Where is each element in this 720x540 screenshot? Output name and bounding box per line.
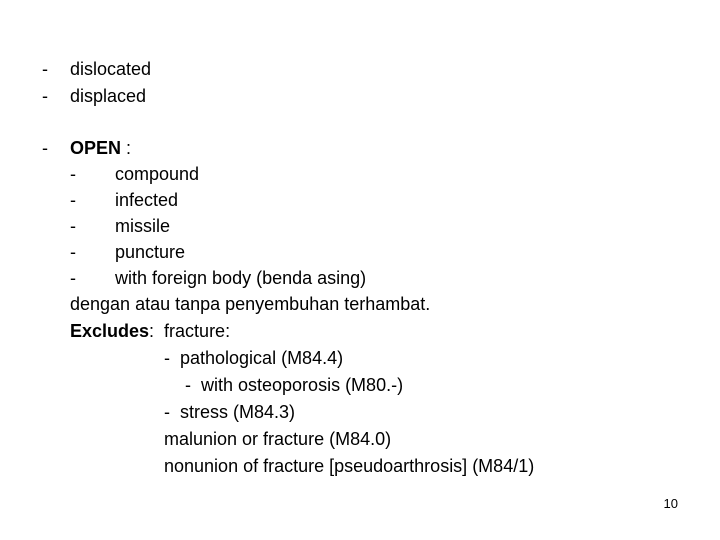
- sub-item-foreign-body: with foreign body (benda asing): [115, 268, 367, 288]
- sub-bullet: -: [70, 216, 76, 236]
- excludes-suffix: : fracture:: [149, 321, 231, 341]
- exclude-item-stress: - stress (M84.3): [164, 402, 296, 422]
- open-bullet: -: [42, 138, 48, 158]
- sub-bullet: -: [70, 190, 76, 210]
- list-bullet: -: [42, 59, 48, 79]
- page-number: 10: [663, 496, 678, 511]
- exclude-item-nonunion: nonunion of fracture [pseudoarthrosis] (M84/1): [164, 456, 535, 476]
- open-heading-line: [70, 135, 131, 161]
- exclude-item-malunion: malunion or fracture (M84.0): [164, 429, 392, 449]
- list-item-dislocated: dislocated: [70, 59, 152, 79]
- sub-bullet: -: [70, 164, 76, 184]
- excludes-line: [70, 318, 230, 344]
- sub-bullet: -: [70, 242, 76, 262]
- sub-item-infected: infected: [115, 190, 179, 210]
- sub-bullet: -: [70, 268, 76, 288]
- open-heading: OPEN: [70, 138, 122, 158]
- list-bullet: -: [42, 86, 48, 106]
- sub-item-missile: missile: [115, 216, 171, 236]
- exclude-item-osteoporosis: - with osteoporosis (M80.-): [185, 375, 404, 395]
- open-heading-suffix: :: [121, 138, 132, 158]
- excludes-label: Excludes: [70, 321, 150, 341]
- open-note: dengan atau tanpa penyembuhan terhambat.: [70, 294, 431, 314]
- sub-item-puncture: puncture: [115, 242, 186, 262]
- sub-item-compound: compound: [115, 164, 200, 184]
- exclude-item-pathological: - pathological (M84.4): [164, 348, 344, 368]
- list-item-displaced: displaced: [70, 86, 147, 106]
